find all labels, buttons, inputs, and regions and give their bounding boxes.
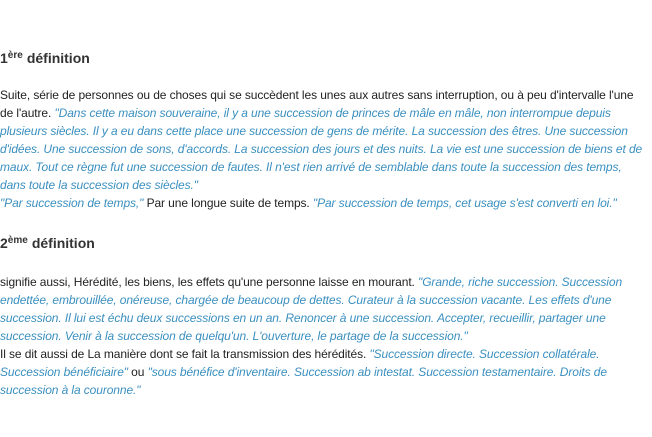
definition-text: Il se dit aussi de La manière dont se fait la transmission des hérédités. <box>0 347 367 361</box>
definition-number: 1 <box>0 50 8 66</box>
definition-word: définition <box>26 50 90 66</box>
example-quote: "sous bénéfice d'inventaire. Succession ab intestat. Succession testamentaire. Droits de succession à la couronne." <box>0 365 607 397</box>
definition-body-1 <box>0 86 648 212</box>
definition-text: Par une longue suite de temps. <box>146 196 310 210</box>
example-quote: "Grande, riche succession. Succession endettée, embrouillée, onéreuse, chargée de beaucoup de dettes. Curateur à la succession vacante. Les effets d'une succession. Il lui est échu deux successions en un an. Renoncer à une succession. Accepter, recueillir, partager une succession. Venir à la succession de quelqu'un. L'ouverture, le partage de la succession." <box>0 275 623 343</box>
example-quote: "Par succession de temps," <box>0 196 144 210</box>
ordinal-suffix: ème <box>7 235 28 246</box>
ordinal-suffix: ère <box>7 50 23 61</box>
definition-heading-1 <box>0 49 90 67</box>
definition-text: ou <box>131 365 145 379</box>
definition-body-2 <box>0 273 648 399</box>
example-quote: "Dans cette maison souveraine, il y a une succession de princes de mâle en mâle, non interrompue depuis plusieurs siècles. Il y a eu dans cette place une succession de gens de mérite. La succession des êtres. Une succession d'idées. Une succession de sons, d'accords. La succession des jours et des nuits. La vie est une succession de biens et de maux. Tout ce règne fut une succession de fautes. Il n'est rien arrivé de semblable dans toute la succession des temps, dans toute la succession des siècles." <box>0 106 643 192</box>
definition-heading-2 <box>0 234 95 252</box>
example-quote: "Par succession de temps, cet usage s'est converti en loi." <box>312 196 617 210</box>
definition-text: Suite, série de personnes ou de choses qui se succèdent les unes aux autres sans interruption, ou à peu d'intervalle l'une de l'autre. <box>0 88 634 120</box>
definition-number: 2 <box>0 235 8 251</box>
definition-word: définition <box>31 235 95 251</box>
definition-text: signifie aussi, Hérédité, les biens, les effets qu'une personne laisse en mourant. <box>0 275 415 289</box>
example-quote: "Succession directe. Succession collatérale. Succession bénéficiaire" <box>0 347 600 379</box>
